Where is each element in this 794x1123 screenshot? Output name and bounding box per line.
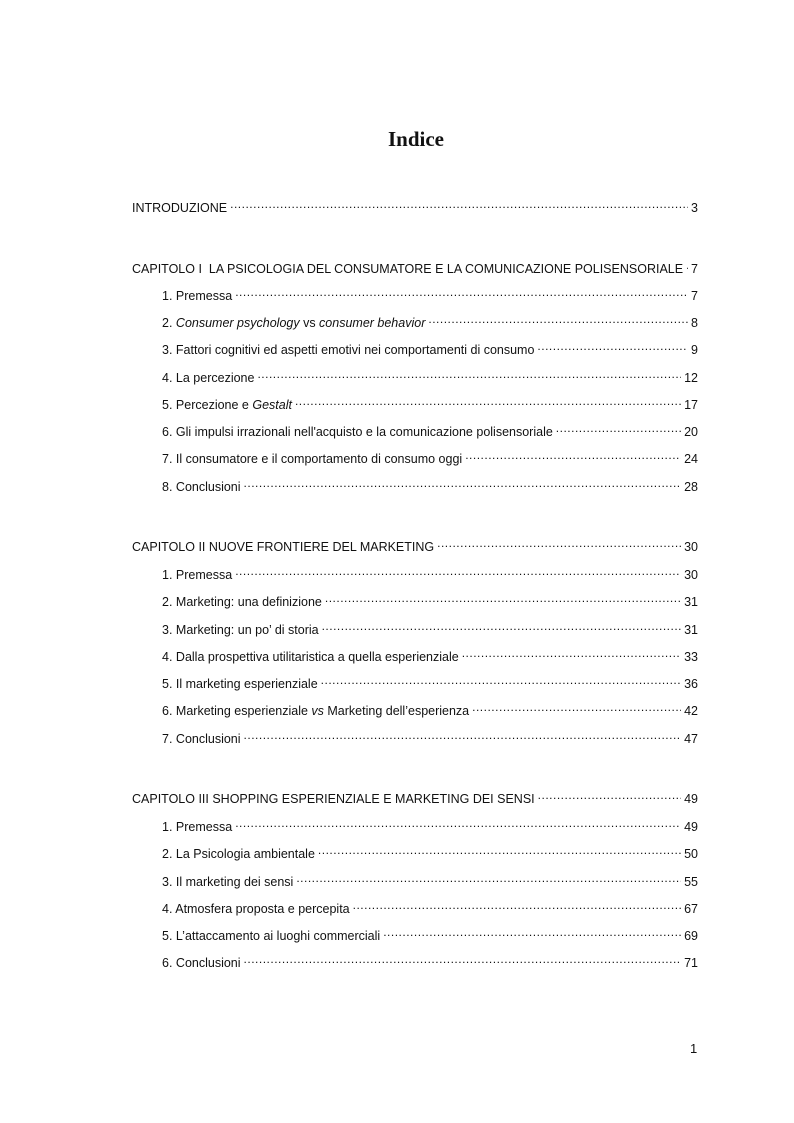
- toc-item[interactable]: [162, 649, 698, 665]
- dot-leader: [244, 479, 682, 491]
- toc-item-page: 49: [684, 820, 698, 834]
- toc-chapter-page: 49: [684, 792, 698, 806]
- toc-item[interactable]: [162, 315, 698, 331]
- toc-entry-page: 3: [691, 201, 698, 215]
- dot-leader: [321, 676, 681, 688]
- toc-item-page: 30: [684, 568, 698, 582]
- item-text: Fattori cognitivi ed aspetti emotivi nei comportamenti di consumo: [175, 343, 535, 357]
- toc-item-page: 12: [684, 371, 698, 385]
- dot-leader: [538, 791, 681, 803]
- toc-item[interactable]: [162, 451, 698, 467]
- item-number: 5.: [162, 398, 173, 412]
- toc-item[interactable]: [162, 397, 698, 413]
- item-text: L’attaccamento ai luoghi commerciali: [175, 929, 381, 943]
- item-number: 8.: [162, 480, 173, 494]
- item-number: 1.: [162, 568, 173, 582]
- item-text-italic: vs: [311, 704, 324, 718]
- item-number: 1.: [162, 820, 173, 834]
- item-text: Premessa: [175, 820, 233, 834]
- item-number: 6.: [162, 956, 173, 970]
- toc-item[interactable]: [162, 594, 698, 610]
- dot-leader: [244, 955, 682, 967]
- toc-item[interactable]: [162, 424, 698, 440]
- item-number: 2.: [162, 595, 173, 609]
- item-number: 6.: [162, 704, 173, 718]
- item-text: Gli impulsi irrazionali nell'acquisto e la comunicazione polisensoriale: [175, 425, 553, 439]
- toc-item-page: 7: [691, 289, 698, 303]
- toc-chapter-label: CAPITOLO III SHOPPING ESPERIENZIALE E MARKETING DEI SENSI: [132, 792, 535, 806]
- dot-leader: [235, 819, 681, 831]
- item-number: 5.: [162, 929, 173, 943]
- item-number: 2.: [162, 316, 173, 330]
- dot-leader: [462, 649, 681, 661]
- toc-item-page: 9: [691, 343, 698, 357]
- item-text: La percezione: [175, 371, 255, 385]
- toc-item-page: 36: [684, 677, 698, 691]
- dot-leader: [235, 288, 688, 300]
- dot-leader: [257, 370, 681, 382]
- toc-item[interactable]: [162, 622, 698, 638]
- toc-entry-label: INTRODUZIONE: [132, 201, 228, 215]
- item-text: La Psicologia ambientale: [175, 847, 315, 861]
- item-text: Premessa: [175, 568, 233, 582]
- item-number: 1.: [162, 289, 173, 303]
- item-number: 4.: [162, 902, 173, 916]
- toc-item-page: 67: [684, 902, 698, 916]
- dot-leader: [437, 539, 681, 551]
- toc-item-page: 69: [684, 929, 698, 943]
- toc-chapter-label: CAPITOLO I LA PSICOLOGIA DEL CONSUMATORE E LA COMUNICAZIONE POLISENSORIALE: [132, 262, 684, 276]
- item-text: Percezione e: [175, 398, 253, 412]
- item-number: 2.: [162, 847, 173, 861]
- toc-chapter-page: 7: [691, 262, 698, 276]
- item-text: Il marketing esperienziale: [175, 677, 318, 691]
- toc-item[interactable]: [162, 928, 698, 944]
- toc-item[interactable]: [162, 342, 698, 358]
- toc-item-page: 8: [691, 316, 698, 330]
- item-text: Il marketing dei sensi: [175, 875, 294, 889]
- item-number: 4.: [162, 371, 173, 385]
- item-text: Marketing esperienziale: [175, 704, 312, 718]
- toc-item[interactable]: [162, 846, 698, 862]
- item-text: vs: [299, 316, 320, 330]
- dot-leader: [325, 594, 681, 606]
- item-number: 3.: [162, 343, 173, 357]
- toc-item-page: 55: [684, 875, 698, 889]
- toc-item[interactable]: [162, 731, 698, 747]
- dot-leader: [295, 397, 681, 409]
- item-text: Atmosfera proposta e percepita: [175, 902, 350, 916]
- toc-item[interactable]: [162, 874, 698, 890]
- toc-chapter-label: CAPITOLO II NUOVE FRONTIERE DEL MARKETING: [132, 540, 435, 554]
- toc-item-page: 24: [684, 452, 698, 466]
- toc-item[interactable]: [162, 703, 698, 719]
- toc-item[interactable]: [162, 819, 698, 835]
- item-text: Marketing: una definizione: [175, 595, 322, 609]
- toc-entry-intro[interactable]: [132, 200, 698, 216]
- item-number: 4.: [162, 650, 173, 664]
- dot-leader: [230, 200, 688, 212]
- item-text: Conclusioni: [175, 732, 241, 746]
- toc-item-page: 17: [684, 398, 698, 412]
- toc-chapter-page: 30: [684, 540, 698, 554]
- item-number: 5.: [162, 677, 173, 691]
- toc-chapter-2[interactable]: [132, 539, 698, 555]
- item-text-italic: consumer behavior: [319, 316, 426, 330]
- item-number: 3.: [162, 623, 173, 637]
- toc-item-page: 31: [684, 623, 698, 637]
- toc-item[interactable]: [162, 955, 698, 971]
- item-text: Premessa: [175, 289, 233, 303]
- toc-item-page: 28: [684, 480, 698, 494]
- toc-item-page: 42: [684, 704, 698, 718]
- toc-item-page: 71: [684, 956, 698, 970]
- toc-chapter-1[interactable]: [132, 261, 698, 277]
- toc-item-page: 47: [684, 732, 698, 746]
- item-text: Dalla prospettiva utilitaristica a quella esperienziale: [175, 650, 459, 664]
- item-text: Marketing dell’esperienza: [323, 704, 470, 718]
- toc-item[interactable]: [162, 567, 698, 583]
- toc-item[interactable]: [162, 901, 698, 917]
- toc-item[interactable]: [162, 370, 698, 386]
- item-number: 6.: [162, 425, 173, 439]
- dot-leader: [428, 315, 688, 327]
- dot-leader: [235, 567, 681, 579]
- toc-chapter-3[interactable]: [132, 791, 698, 807]
- dot-leader: [296, 874, 681, 886]
- dot-leader: [244, 731, 682, 743]
- item-text: Conclusioni: [175, 480, 241, 494]
- page-number: 1: [690, 1041, 698, 1056]
- toc-item[interactable]: [162, 288, 698, 304]
- item-number: 3.: [162, 875, 173, 889]
- page-title: Indice: [387, 127, 444, 151]
- toc-item-page: 31: [684, 595, 698, 609]
- item-text: Il consumatore e il comportamento di consumo oggi: [175, 452, 463, 466]
- toc-item-page: 33: [684, 650, 698, 664]
- item-text-italic: Consumer psychology: [175, 316, 300, 330]
- item-text-italic: Gestalt: [252, 398, 292, 412]
- toc-item[interactable]: [162, 676, 698, 692]
- item-text: Marketing: un po’ di storia: [175, 623, 319, 637]
- dot-leader: [537, 342, 688, 354]
- dot-leader: [383, 928, 681, 940]
- dot-leader: [465, 451, 681, 463]
- toc-item-page: 20: [684, 425, 698, 439]
- dot-leader: [472, 703, 681, 715]
- dot-leader: [353, 901, 681, 913]
- toc-item-page: 50: [684, 847, 698, 861]
- toc-item[interactable]: [162, 479, 698, 495]
- item-number: 7.: [162, 732, 173, 746]
- dot-leader: [318, 846, 681, 858]
- dot-leader: [322, 622, 682, 634]
- dot-leader: [686, 261, 688, 273]
- dot-leader: [556, 424, 681, 436]
- item-number: 7.: [162, 452, 173, 466]
- item-text: Conclusioni: [175, 956, 241, 970]
